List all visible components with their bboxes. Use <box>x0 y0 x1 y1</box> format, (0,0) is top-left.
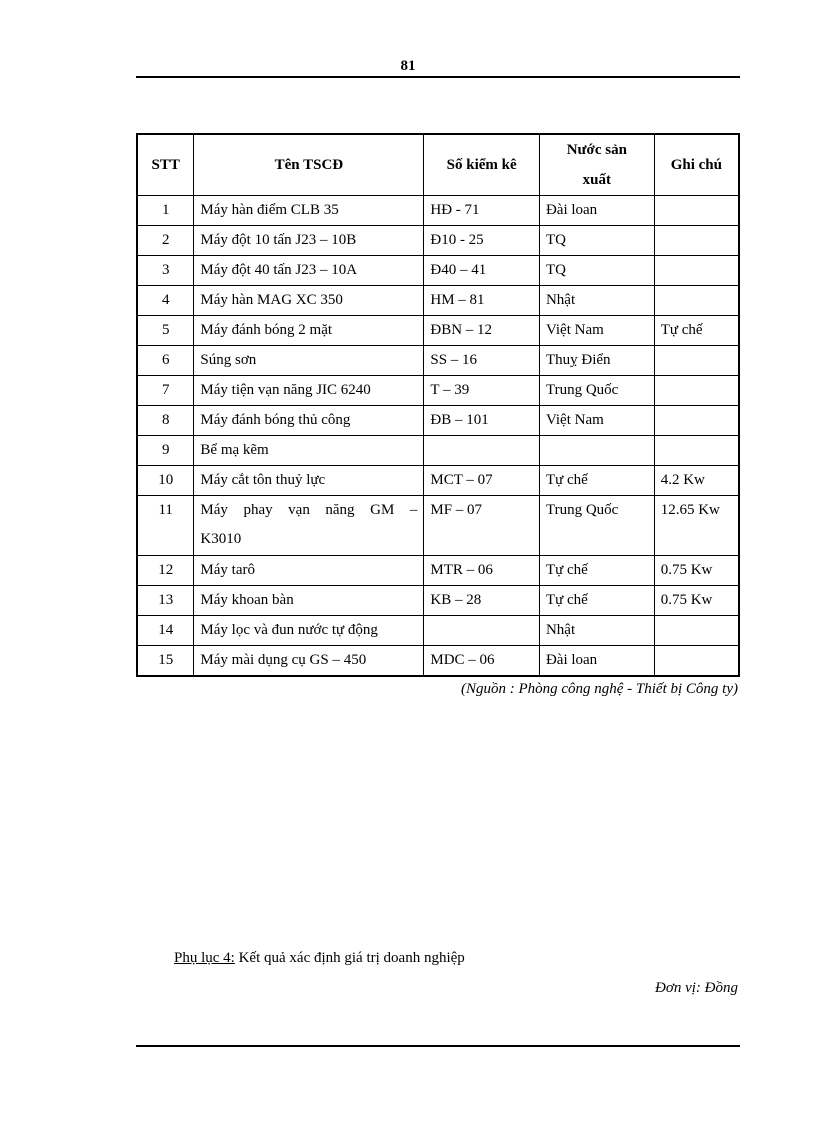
cell-inventory-code: MCT – 07 <box>424 466 540 496</box>
table-row <box>137 376 739 406</box>
cell-country: Việt Nam <box>539 406 654 436</box>
cell-note: 0.75 Kw <box>654 556 739 586</box>
cell-note <box>654 406 739 436</box>
cell-note <box>654 376 739 406</box>
cell-stt: 9 <box>137 436 194 466</box>
table-row <box>137 256 739 286</box>
cell-stt: 4 <box>137 286 194 316</box>
table-row <box>137 346 739 376</box>
table-row <box>137 646 739 677</box>
cell-inventory-code: KB – 28 <box>424 586 540 616</box>
table-row <box>137 556 739 586</box>
cell-stt: 1 <box>137 196 194 226</box>
table-row <box>137 316 739 346</box>
cell-country: Tự chế <box>539 466 654 496</box>
cell-note <box>654 436 739 466</box>
cell-inventory-code: T – 39 <box>424 376 540 406</box>
table-row <box>137 436 739 466</box>
cell-country: Việt Nam <box>539 316 654 346</box>
cell-asset-name: Máy khoan bàn <box>194 586 424 616</box>
cell-country: TQ <box>539 226 654 256</box>
cell-note <box>654 196 739 226</box>
cell-asset-name: Máy hàn MAG XC 350 <box>194 286 424 316</box>
cell-country <box>539 436 654 466</box>
cell-asset-name: Máy đột 40 tấn J23 – 10A <box>194 256 424 286</box>
cell-note <box>654 226 739 256</box>
cell-note: 12.65 Kw <box>654 496 739 556</box>
cell-asset-name: Máy cắt tôn thuỷ lực <box>194 466 424 496</box>
cell-note <box>654 646 739 677</box>
cell-country: Nhật <box>539 286 654 316</box>
unit-note: Đơn vị: Đồng <box>655 980 738 996</box>
cell-country: Nhật <box>539 616 654 646</box>
cell-asset-name: Máy đánh bóng 2 mặt <box>194 316 424 346</box>
cell-note <box>654 256 739 286</box>
cell-asset-name: Máy lọc và đun nước tự động <box>194 616 424 646</box>
cell-note <box>654 286 739 316</box>
cell-note: 4.2 Kw <box>654 466 739 496</box>
asset-name-line1: Máy phay vạn năng GM – <box>200 502 418 518</box>
table-row <box>137 466 739 496</box>
cell-asset-name: Bể mạ kẽm <box>194 436 424 466</box>
cell-note: 0.75 Kw <box>654 586 739 616</box>
cell-inventory-code <box>424 436 540 466</box>
fixed-assets-table <box>136 133 740 677</box>
header-asset-name: Tên TSCĐ <box>194 134 424 196</box>
table-row <box>137 196 739 226</box>
cell-country: TQ <box>539 256 654 286</box>
cell-country: Tự chế <box>539 556 654 586</box>
source-note: (Nguồn : Phòng công nghệ - Thiết bị Công ty) <box>460 681 738 697</box>
cell-stt: 11 <box>137 496 194 556</box>
header-rule <box>136 76 740 78</box>
cell-inventory-code: SS – 16 <box>424 346 540 376</box>
cell-inventory-code: Đ10 - 25 <box>424 226 540 256</box>
cell-inventory-code: HM – 81 <box>424 286 540 316</box>
cell-stt: 7 <box>137 376 194 406</box>
cell-stt: 15 <box>137 646 194 677</box>
cell-stt: 3 <box>137 256 194 286</box>
header-inventory-code: Số kiểm kê <box>424 134 540 196</box>
cell-note <box>654 346 739 376</box>
cell-asset-name: Máy tarô <box>194 556 424 586</box>
cell-country: Trung Quốc <box>539 496 654 556</box>
table-row <box>137 616 739 646</box>
cell-asset-name <box>194 496 424 556</box>
cell-stt: 6 <box>137 346 194 376</box>
cell-inventory-code: MF – 07 <box>424 496 540 556</box>
cell-stt: 5 <box>137 316 194 346</box>
table-header-row <box>137 134 739 196</box>
cell-stt: 2 <box>137 226 194 256</box>
cell-asset-name: Máy đột 10 tấn J23 – 10B <box>194 226 424 256</box>
cell-country: Đài loan <box>539 196 654 226</box>
cell-inventory-code: HĐ - 71 <box>424 196 540 226</box>
table-row <box>137 406 739 436</box>
cell-note <box>654 616 739 646</box>
table-row <box>137 286 739 316</box>
header-country: Nước sản xuất <box>539 134 654 196</box>
cell-note: Tự chế <box>654 316 739 346</box>
table-row <box>137 586 739 616</box>
cell-asset-name: Máy tiện vạn năng JIC 6240 <box>194 376 424 406</box>
cell-stt: 13 <box>137 586 194 616</box>
page-number: 81 <box>400 58 416 74</box>
cell-country: Trung Quốc <box>539 376 654 406</box>
cell-asset-name: Máy hàn điểm CLB 35 <box>194 196 424 226</box>
cell-inventory-code: ĐB – 101 <box>424 406 540 436</box>
cell-inventory-code: MTR – 06 <box>424 556 540 586</box>
cell-country: Thuỵ Điển <box>539 346 654 376</box>
appendix-title: Kết quả xác định giá trị doanh nghiệp <box>234 950 465 966</box>
cell-inventory-code: ĐBN – 12 <box>424 316 540 346</box>
appendix-heading <box>174 950 465 967</box>
header-stt: STT <box>137 134 194 196</box>
cell-asset-name: Súng sơn <box>194 346 424 376</box>
table-row <box>137 226 739 256</box>
appendix-label: Phụ lục 4: <box>174 950 235 966</box>
cell-asset-name: Máy đánh bóng thủ công <box>194 406 424 436</box>
cell-stt: 12 <box>137 556 194 586</box>
table-row <box>137 496 739 556</box>
cell-inventory-code: Đ40 – 41 <box>424 256 540 286</box>
cell-stt: 14 <box>137 616 194 646</box>
cell-country: Đài loan <box>539 646 654 677</box>
cell-stt: 10 <box>137 466 194 496</box>
cell-inventory-code <box>424 616 540 646</box>
header-note: Ghi chú <box>654 134 739 196</box>
cell-stt: 8 <box>137 406 194 436</box>
cell-inventory-code: MDC – 06 <box>424 646 540 677</box>
cell-asset-name: Máy mài dụng cụ GS – 450 <box>194 646 424 677</box>
asset-name-line2: K3010 <box>200 531 242 547</box>
footer-rule <box>136 1045 740 1047</box>
cell-country: Tự chế <box>539 586 654 616</box>
